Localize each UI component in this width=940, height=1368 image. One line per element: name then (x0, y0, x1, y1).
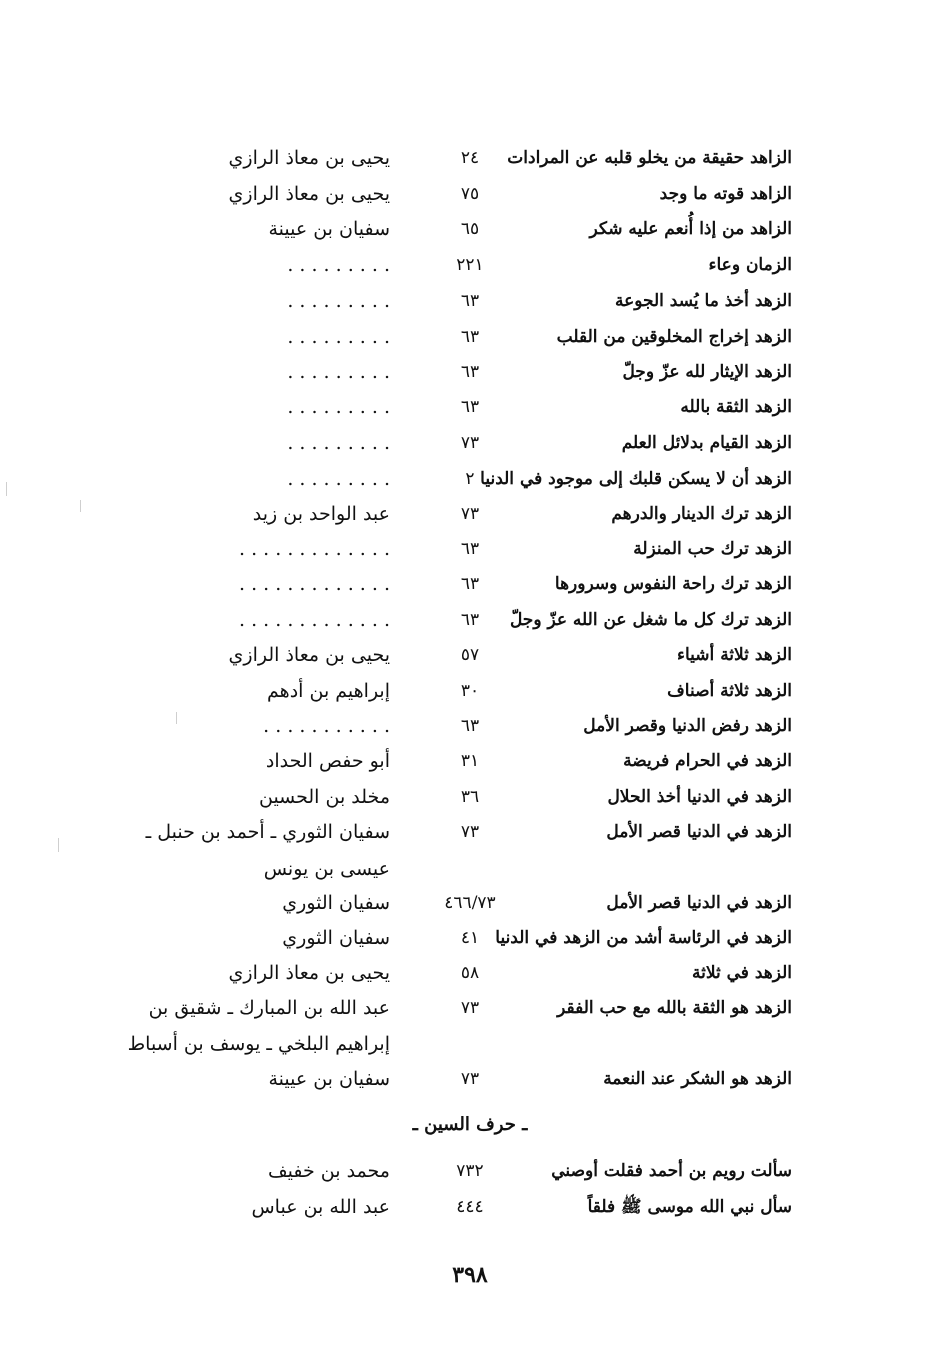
narrator: . . . . . . . . . (287, 468, 390, 490)
saying: الزهد أخذ ما يُسد الجوعة (614, 291, 792, 311)
narrator: يحيى بن معاذ الرازي (228, 644, 390, 666)
narrator-continuation: إبراهيم البلخي ـ يوسف بن أسباط (127, 1033, 390, 1055)
saying: الزهد رفض الدنيا وقصر الأمل (583, 716, 792, 736)
page-ref: ٤٦٦/٧٣ (444, 893, 496, 913)
page-ref: ٦٣ (460, 610, 480, 630)
index-row (0, 921, 940, 955)
page-ref: ٧٣ (460, 998, 480, 1018)
saying: الزهد في الحرام فريضة (623, 751, 792, 771)
narrator: يحيى بن معاذ الرازي (228, 962, 390, 984)
saying: الزمان وعاء (708, 255, 792, 275)
saying: الزهد أن لا يسكن قلبك إلى موجود في الدنيا (480, 469, 792, 489)
section-heading: ـ حرف السين ـ (412, 1114, 528, 1135)
page-ref: ٣١ (460, 751, 480, 771)
page-ref: ٦٣ (460, 397, 480, 417)
saying: الزهد في الدنيا أخذ الحلال (607, 787, 792, 807)
page-ref: ٧٥ (460, 184, 480, 204)
index-row (0, 956, 940, 990)
saying: الزهد في الدنيا قصر الأمل (606, 893, 792, 913)
narrator-continuation: عيسى بن يونس (263, 858, 390, 880)
narrator: سفيان الثوري (282, 927, 390, 949)
narrator: أبو حفص الحداد (265, 750, 390, 772)
page-ref: ٢٤ (460, 148, 480, 168)
page-ref: ٣٦ (460, 787, 480, 807)
page-ref: ٧٣ (460, 822, 480, 842)
index-row (0, 320, 940, 354)
saying: الزهد ثلاثة أشياء (677, 645, 792, 665)
page-ref: ٢٢١ (456, 255, 484, 275)
index-row (0, 709, 940, 743)
narrator: . . . . . . . . . (287, 361, 390, 383)
narrator: عبد الواحد بن زيد (252, 503, 390, 525)
narrator: محمد بن خفيف (268, 1160, 390, 1182)
scan-speck (80, 500, 81, 512)
page-ref: ٦٣ (460, 327, 480, 347)
saying: الزهد في الرئاسة أشد من الزهد في الدنيا (495, 928, 792, 948)
page-ref: ٣٠ (460, 681, 480, 701)
narrator: مخلد بن الحسين (258, 786, 390, 808)
page-ref: ٤٤٤ (456, 1197, 484, 1217)
index-row-continuation (0, 1027, 940, 1061)
index-row (0, 141, 940, 175)
narrator: . . . . . . . . . (287, 326, 390, 348)
index-row (0, 212, 940, 246)
scan-speck (176, 712, 177, 724)
page-ref: ٦٣ (460, 291, 480, 311)
narrator: سفيان الثوري (282, 892, 390, 914)
index-row (0, 248, 940, 282)
saying: الزهد الثقة بالله (680, 397, 792, 417)
saying: الزهد هو الثقة بالله مع حب الفقر (557, 998, 792, 1018)
saying: الزاهد قوته ما وجد (659, 184, 792, 204)
narrator: . . . . . . . . . (287, 432, 390, 454)
index-row (0, 674, 940, 708)
narrator: عبد الله بن المبارك ـ شقيق بن (148, 997, 390, 1019)
saying: الزهد القيام بدلائل العلم (621, 433, 792, 453)
saying: سألت رويم بن أحمد فقلت أوصني (551, 1161, 792, 1181)
saying: الزهد في الدنيا قصر الأمل (606, 822, 792, 842)
saying: الزهد ثلاثة أصناف (667, 681, 792, 701)
page-ref: ٧٣ (460, 1069, 480, 1089)
narrator: سفيان الثوري ـ أحمد بن حنبل ـ (145, 821, 390, 843)
saying: سأل نبي الله موسى ﷺ فلقاً (587, 1197, 792, 1217)
saying: الزهد في ثلاثة (691, 963, 792, 983)
saying: الزهد ترك حب المنزلة (633, 539, 792, 559)
index-row (0, 355, 940, 389)
page-ref: ٦٥ (460, 219, 480, 239)
saying: الزاهد من إذا أُنعم عليه شكر (589, 219, 792, 239)
index-row (0, 462, 940, 496)
page-ref: ٥٨ (460, 963, 480, 983)
narrator: عبد الله بن عباس (251, 1196, 390, 1218)
narrator: . . . . . . . . . . . (263, 715, 390, 737)
index-row (0, 426, 940, 460)
narrator: سفيان بن عيينة (268, 1068, 390, 1090)
page-ref: ٧٣٢ (456, 1161, 484, 1181)
page-ref: ٧٣ (460, 433, 480, 453)
index-row (0, 390, 940, 424)
index-row (0, 638, 940, 672)
saying: الزهد ترك الدينار والدرهم (611, 504, 792, 524)
narrator: سفيان بن عيينة (268, 218, 390, 240)
page-ref: ٦٣ (460, 716, 480, 736)
narrator: . . . . . . . . . (287, 290, 390, 312)
narrator: . . . . . . . . . (287, 254, 390, 276)
index-row (0, 177, 940, 211)
narrator: . . . . . . . . . . . . . (239, 609, 390, 631)
page-ref: ٥٧ (460, 645, 480, 665)
saying: الزهد ترك راحة النفوس وسرورها (554, 574, 792, 594)
page-ref: ٤١ (460, 928, 480, 948)
narrator: إبراهيم بن أدهم (267, 680, 390, 702)
index-row (0, 497, 940, 531)
saying: الزهد هو الشكر عند النعمة (603, 1069, 792, 1089)
narrator: . . . . . . . . . (287, 396, 390, 418)
narrator: يحيى بن معاذ الرازي (228, 183, 390, 205)
index-row (0, 1190, 940, 1224)
saying: الزهد ترك كل ما شغل عن الله عزّ وجلّ (509, 610, 792, 630)
page-ref: ٦٣ (460, 362, 480, 382)
saying: الزهد إخراج المخلوقين من القلب (556, 327, 792, 347)
index-row (0, 284, 940, 318)
scan-speck (6, 482, 7, 496)
page-ref: ٦٣ (460, 574, 480, 594)
narrator: . . . . . . . . . . . . . (239, 573, 390, 595)
narrator: . . . . . . . . . . . . . (239, 538, 390, 560)
index-row (0, 532, 940, 566)
index-row (0, 1062, 940, 1096)
index-row (0, 780, 940, 814)
page-number: ٣٩٨ (452, 1262, 488, 1288)
narrator: يحيى بن معاذ الرازي (228, 147, 390, 169)
index-row (0, 886, 940, 920)
saying: الزاهد حقيقة من يخلو قلبه عن المرادات (507, 148, 792, 168)
page-ref: ٦٣ (460, 539, 480, 559)
index-row (0, 744, 940, 778)
page-ref: ٢ (465, 469, 475, 489)
scan-speck (58, 838, 59, 852)
page-ref: ٧٣ (460, 504, 480, 524)
index-row (0, 567, 940, 601)
index-row (0, 1154, 940, 1188)
index-row (0, 603, 940, 637)
saying: الزهد الإيثار لله عزّ وجلّ (622, 362, 792, 382)
index-row-continuation (0, 852, 940, 886)
index-row (0, 991, 940, 1025)
index-row (0, 815, 940, 849)
